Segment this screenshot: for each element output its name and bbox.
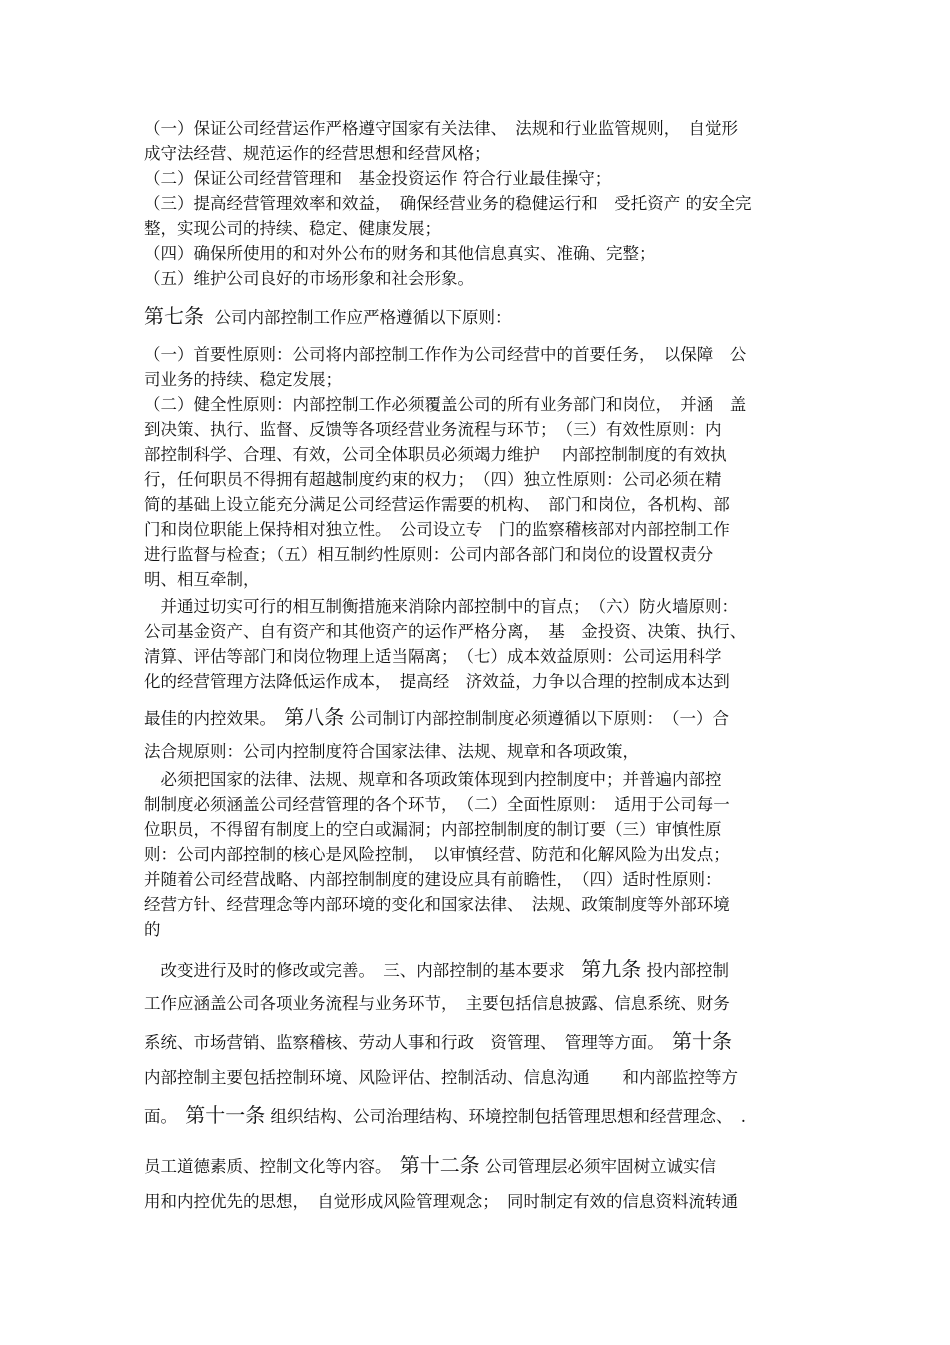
text-line: 用和内控优先的思想， 自觉形成风险管理观念； 同时制定有效的信息资料流转通 xyxy=(144,1192,738,1211)
text-segment: 面。 xyxy=(144,1107,169,1126)
text-segment: 公司内部控制工作应严格遵循以下原则： xyxy=(214,308,512,327)
text-line: （二）保证公司经营管理和 基金投资运作 符合行业最佳操守； xyxy=(144,169,612,188)
text-segment: 公司制订内部控制制度必须遵循以下原则： （一）合 xyxy=(349,709,729,728)
text-line: 工作应涵盖公司各项业务流程与业务环节， 主要包括信息披露、信息系统、财务 xyxy=(144,994,730,1013)
text-line: 内部控制主要包括控制环境、风险评估、控制活动、信息沟通 和内部监控等方 xyxy=(144,1068,738,1087)
text-line: （三）提高经营管理效率和效益， 确保经营业务的稳健运行和 受托资产 的安全完 xyxy=(144,194,752,213)
text-segment: 最佳的内控效果。 xyxy=(144,709,268,728)
text-line: 明、相互牵制， xyxy=(144,570,260,589)
text-segment: 组织结构、公司治理结构、环境控制包括管理思想和经营理念、 . xyxy=(270,1107,746,1126)
article-line xyxy=(144,958,729,982)
text-line: （四）确保所使用的和对外公布的财务和其他信息真实、准确、完整； xyxy=(144,244,656,263)
article-line xyxy=(144,706,729,730)
text-line: 简的基础上设立能充分满足公司经营运作需要的机构、 部门和岗位，各机构、部 xyxy=(144,495,730,514)
article-line xyxy=(144,1104,746,1128)
text-line: 成守法经营、规范运作的经营思想和经营风格； xyxy=(144,144,491,163)
text-segment: 系统、市场营销、监察稽核、劳动人事和行政 资管理、 管理等方面。 xyxy=(144,1033,656,1052)
text-line: （一）首要性原则：公司将内部控制工作作为公司经营中的首要任务， 以保障 公 xyxy=(144,345,747,364)
text-line: （二）健全性原则：内部控制工作必须覆盖公司的所有业务部门和岗位， 并涵 盖 xyxy=(144,395,747,414)
text-line: 清算、评估等部门和岗位物理上适当隔离； （七）成本效益原则：公司运用科学 xyxy=(144,647,722,666)
article-heading: 第十条 xyxy=(672,1029,732,1053)
text-line: 门和岗位职能上保持相对独立性。 公司设立专 门的监察稽核部对内部控制工作 xyxy=(144,520,730,539)
article-heading: 第八条 xyxy=(284,705,345,729)
article-line xyxy=(144,305,512,329)
article-heading: 第九条 xyxy=(581,957,642,981)
text-line: 到决策、执行、监督、反馈等各项经营业务流程与环节； （三）有效性原则：内 xyxy=(144,420,722,439)
text-line: 进行监督与检查；（五）相互制约性原则：公司内部各部门和岗位的设置权责分 xyxy=(144,545,714,564)
text-line: 必须把国家的法律、法规、规章和各项政策体现到内控制度中；并普遍内部控 xyxy=(144,770,722,789)
article-heading: 第十一条 xyxy=(185,1103,266,1127)
text-line: 化的经营管理方法降低运作成本， 提高经 济效益，力争以合理的控制成本达到 xyxy=(144,672,730,691)
text-line: （五）维护公司良好的市场形象和社会形象。 xyxy=(144,269,474,288)
text-line: 行，任何职员不得拥有超越制度约束的权力； （四）独立性原则：公司必须在精 xyxy=(144,470,722,489)
text-line: 法合规原则：公司内控制度符合国家法律、法规、规章和各项政策， xyxy=(144,742,639,761)
article-heading: 第七条 xyxy=(144,304,204,328)
article-line xyxy=(144,1154,716,1178)
text-line: （一）保证公司经营运作严格遵守国家有关法律、 法规和行业监管规则， 自觉形 xyxy=(144,119,738,138)
text-line: 位职员，不得留有制度上的空白或漏洞；内部控制制度的制订要（三）审慎性原 xyxy=(144,820,722,839)
text-line: 经营方针、经营理念等内部环境的变化和国家法律、 法规、政策制度等外部环境 xyxy=(144,895,730,914)
text-line: 则：公司内部控制的核心是风险控制， 以审慎经营、防范和化解风险为出发点； xyxy=(144,845,730,864)
text-line: 部控制科学、合理、有效，公司全体职员必须竭力维护 内部控制制度的有效执 xyxy=(144,445,727,464)
text-line: 整，实现公司的持续、稳定、健康发展； xyxy=(144,219,441,238)
text-segment: 投内部控制 xyxy=(646,961,729,980)
text-line: 制制度必须涵盖公司经营管理的各个环节， （二）全面性原则： 适用于公司每一 xyxy=(144,795,730,814)
text-line: 并随着公司经营战略、内部控制制度的建设应具有前瞻性， （四）适时性原则： xyxy=(144,870,722,889)
text-segment: 公司管理层必须牢固树立诚实信 xyxy=(485,1157,716,1176)
text-line: 公司基金资产、自有资产和其他资产的运作严格分离， 基 金投资、决策、执行、 xyxy=(144,622,747,641)
text-line: 并通过切实可行的相互制衡措施来消除内部控制中的盲点； （六）防火墙原则： xyxy=(144,597,738,616)
text-segment: 改变进行及时的修改或完善。 三、内部控制的基本要求 xyxy=(144,961,565,980)
text-line: 的 xyxy=(144,920,161,939)
article-line xyxy=(144,1030,732,1054)
text-segment: 员工道德素质、控制文化等内容。 xyxy=(144,1157,384,1176)
text-line: 司业务的持续、稳定发展； xyxy=(144,370,342,389)
article-heading: 第十二条 xyxy=(399,1153,480,1177)
